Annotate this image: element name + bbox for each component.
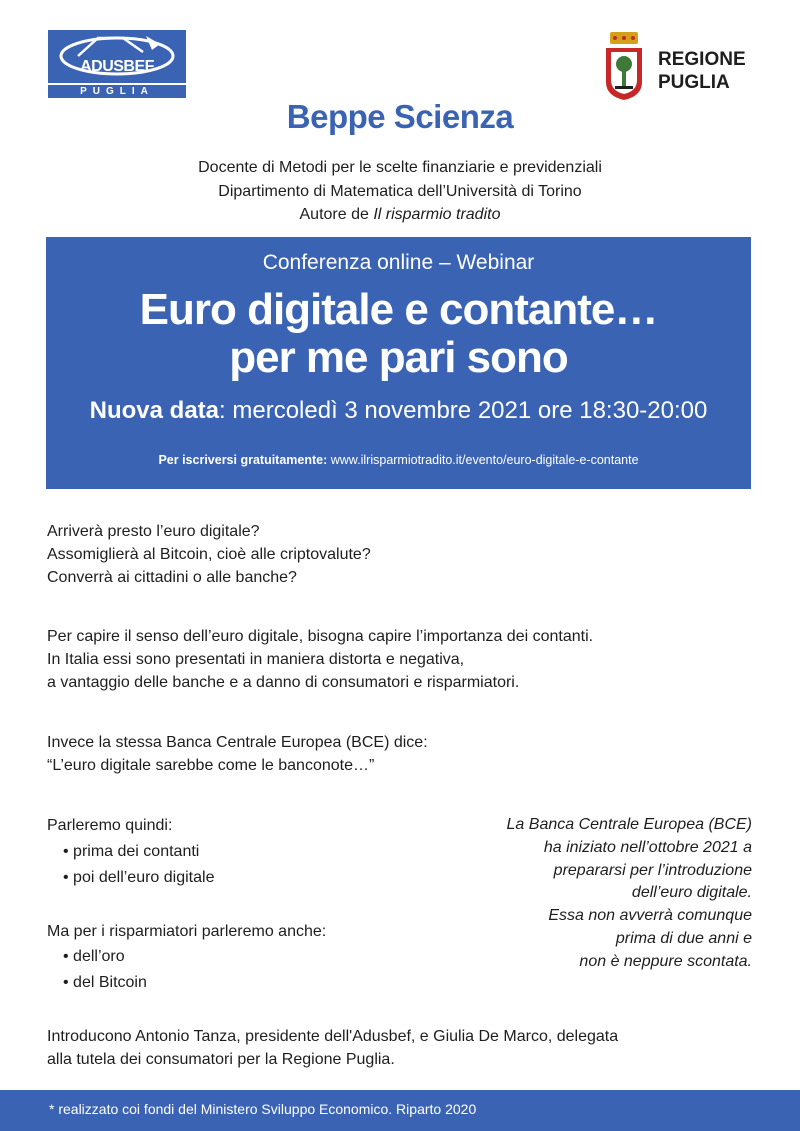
sidenote-line: La Banca Centrale Europea (BCE) xyxy=(506,816,752,833)
sidenote-line: prima di due anni e xyxy=(615,929,752,947)
event-title xyxy=(46,286,751,382)
book-prefix: Autore de xyxy=(299,206,374,223)
question-line: Converrà ai cittadini o alle banche? xyxy=(47,569,297,586)
topic-item: • poi dell’euro digitale xyxy=(63,869,215,886)
event-kicker: Conferenza online – Webinar xyxy=(262,251,535,274)
adusbef-wordmark: ADUSBEF xyxy=(80,58,154,75)
regione-puglia-logo xyxy=(602,30,762,102)
signup-link[interactable]: www.ilrisparmiotradito.it/evento/euro-digitale-e-contante xyxy=(327,453,639,467)
speaker-name: Beppe Scienza xyxy=(286,98,514,135)
closing-line: alla tutela dei consumatori per la Regione Puglia. xyxy=(47,1051,395,1068)
topic-item: • del Bitcoin xyxy=(63,974,147,991)
topics-intro: Parleremo quindi: xyxy=(47,817,173,834)
book-title: Il risparmio tradito xyxy=(373,206,501,223)
context-line: Per capire il senso dell’euro digitale, bisogna capire l’importanza dei contanti. xyxy=(47,628,594,645)
sidenote-line: Essa non avverrà comunque xyxy=(548,907,752,925)
bce-line: Invece la stessa Banca Centrale Europea (BCE) dice: xyxy=(47,734,428,751)
event-date-value: : mercoledì 3 novembre 2021 ore 18:30-20:00 xyxy=(219,397,708,424)
event-signup xyxy=(46,453,751,467)
topic-item: • dell’oro xyxy=(63,948,125,965)
event-date-label: Nuova data xyxy=(89,397,220,424)
funding-footer xyxy=(0,1090,800,1131)
regione-line2: PUGLIA xyxy=(658,72,730,93)
topics-intro-2: Ma per i risparmiatori parleremo anche: xyxy=(47,923,327,940)
sidenote-line: prepararsi per l’introduzione xyxy=(553,861,752,879)
adusbef-logo xyxy=(48,30,186,98)
question-line: Arriverà presto l’euro digitale? xyxy=(47,523,260,540)
context-line: In Italia essi sono presentati in maniera distorta e negativa, xyxy=(47,651,465,668)
bce-sidenote xyxy=(440,814,752,974)
regione-name xyxy=(658,48,746,94)
event-banner xyxy=(46,237,751,489)
speaker-book xyxy=(0,206,800,224)
adusbef-logo-mark xyxy=(48,30,186,83)
footer-note: * realizzato coi fondi del Ministero Sviluppo Economico. Riparto 2020 xyxy=(49,1101,477,1117)
speaker-role: Docente di Metodi per le scelte finanziarie e previdenziali xyxy=(198,159,602,176)
event-date xyxy=(46,397,751,425)
adusbef-region-label: PUGLIA xyxy=(48,85,186,98)
bce-quote: “L’euro digitale sarebbe come le banconote…” xyxy=(47,757,375,774)
topic-item: • prima dei contanti xyxy=(63,843,200,860)
sidenote-line: ha iniziato nell’ottobre 2021 a xyxy=(543,838,752,856)
sidenote-line: dell’euro digitale. xyxy=(631,884,752,902)
closing-line: Introducono Antonio Tanza, presidente dell'Adusbef, e Giulia De Marco, delegata xyxy=(47,1028,619,1045)
sidenote-line: non è neppure scontata. xyxy=(579,952,752,970)
regione-crest-icon xyxy=(602,30,646,102)
question-line: Assomiglierà al Bitcoin, cioè alle criptovalute? xyxy=(47,546,371,563)
event-title-line1: Euro digitale e contante… xyxy=(139,285,658,334)
regione-line1: REGIONE xyxy=(658,49,746,70)
context-line: a vantaggio delle banche e a danno di consumatori e risparmiatori. xyxy=(47,674,520,691)
speaker-department: Dipartimento di Matematica dell’Università di Torino xyxy=(218,183,582,200)
signup-label: Per iscriversi gratuitamente: xyxy=(158,453,328,467)
event-title-line2: per me pari sono xyxy=(229,333,568,382)
